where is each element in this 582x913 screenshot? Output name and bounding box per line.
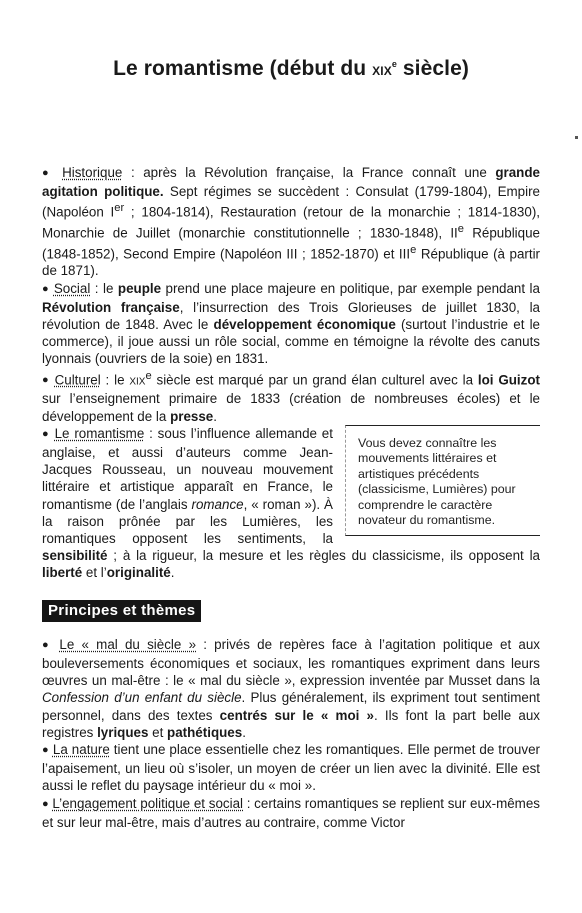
document-body: [42, 164, 540, 831]
bullet-icon: ●: [42, 374, 50, 387]
page-title: Le romantisme (début du XIXe siècle): [113, 57, 469, 80]
paragraph-social: ● Social : le peuple prend une place majeure en politique, par exemple pendant la Révolution française, l’insurrection des Trois Glorieuses de juillet 1830, la révolution de 1848. Avec le développement économique (surtout l’industrie et le commerce), il joue aussi un rôle social, comme en témoigne la révolte des canuts lyonnais (ouvriers de la soie) en 1831.: [42, 280, 540, 367]
keyword-label: L’engagement politique et social: [52, 795, 243, 811]
keyword-label: Historique: [62, 165, 123, 180]
paragraph-mal-du-siecle: ● Le « mal du siècle » : privés de repères face à l’agitation politique et aux bouleversements économiques et sociaux, les romantiques expriment dans leurs œuvres un mal-être : le « mal du siècle », expression inventée par Musset dans la Confession d’un enfant du siècle. Plus généralement, ils expriment tout sentiment personnel, dans des textes centrés sur le « moi ». Ils font la part belle aux registres lyriques et pathétiques.: [42, 636, 540, 740]
keyword-label: Culturel: [54, 372, 101, 388]
bullet-icon: ●: [42, 427, 50, 440]
edge-mark: [575, 136, 578, 139]
paragraph-nature: ● La nature tient une place essentielle chez les romantiques. Elle permet de trouver l’apaisement, un lieu où s’isoler, un moyen de créer un lien avec la divinité. Elle est aussi le reflet du paysage intérieur du « moi ».: [42, 741, 540, 794]
paragraph-historique: ● Historique : après la Révolution française, la France connaît une grande agitation politique. Sept régimes se succèdent : Consulat (1799-1804), Empire (Napoléon Ier ; 1804-1814), Restauration (retour de la monarchie ; 1814-1830), Monarchie de Juillet (monarchie constitutionnelle ; 1830-1848), IIe République (1848-1852), Second Empire (Napoléon III ; 1852-1870) et IIIe République (à partir de 1871).: [42, 165, 541, 279]
keyword-label: Le romantisme: [54, 425, 145, 441]
keyword-label: La nature: [52, 741, 110, 757]
paragraph-romantisme: Vous devez connaître les mouvements littéraires et artistiques précédents (classicisme, Lumières) pour comprendre le caractère novateur du romantisme. ● Le romantisme : sous l’influence allemande et anglaise, et aussi d’auteurs comme Jean-Jacques Rousseau, un nouveau mouvement littéraire et artistique apparaît en France, le romantisme (de l’anglais romance, « roman »). À la raison prônée par les Lumières, les romantiques opposent les sentiments, la sensibilité ; à la rigueur, la mesure et les règles du classicisme, ils opposent la liberté et l’originalité.: [42, 425, 540, 581]
bullet-icon: ●: [42, 743, 49, 756]
bullet-icon: ●: [42, 638, 53, 651]
margin-note: Vous devez connaître les mouvements littéraires et artistiques précédents (classicisme, Lumières) pour comprendre le caractère novateur du romantisme.: [345, 425, 540, 536]
keyword-label: Le « mal du siècle »: [59, 636, 197, 652]
bullet-icon: ●: [42, 282, 50, 295]
keyword-label: Social: [53, 280, 91, 296]
bullet-icon: ●: [42, 797, 49, 810]
bullet-icon: ●: [42, 167, 54, 179]
paragraph-culturel: ● Culturel : le XIXe siècle est marqué par un grand élan culturel avec la loi Guizot sur l’enseignement primaire de 1833 (création de nombreuses écoles) et le développement de la presse.: [42, 369, 540, 424]
paragraph-engagement: ● L’engagement politique et social : certains romantiques se replient sur eux-mêmes et sur leur mal-être, mais d’autres au contraire, comme Victor: [42, 795, 540, 830]
section-heading: Principes et thèmes: [42, 600, 540, 622]
